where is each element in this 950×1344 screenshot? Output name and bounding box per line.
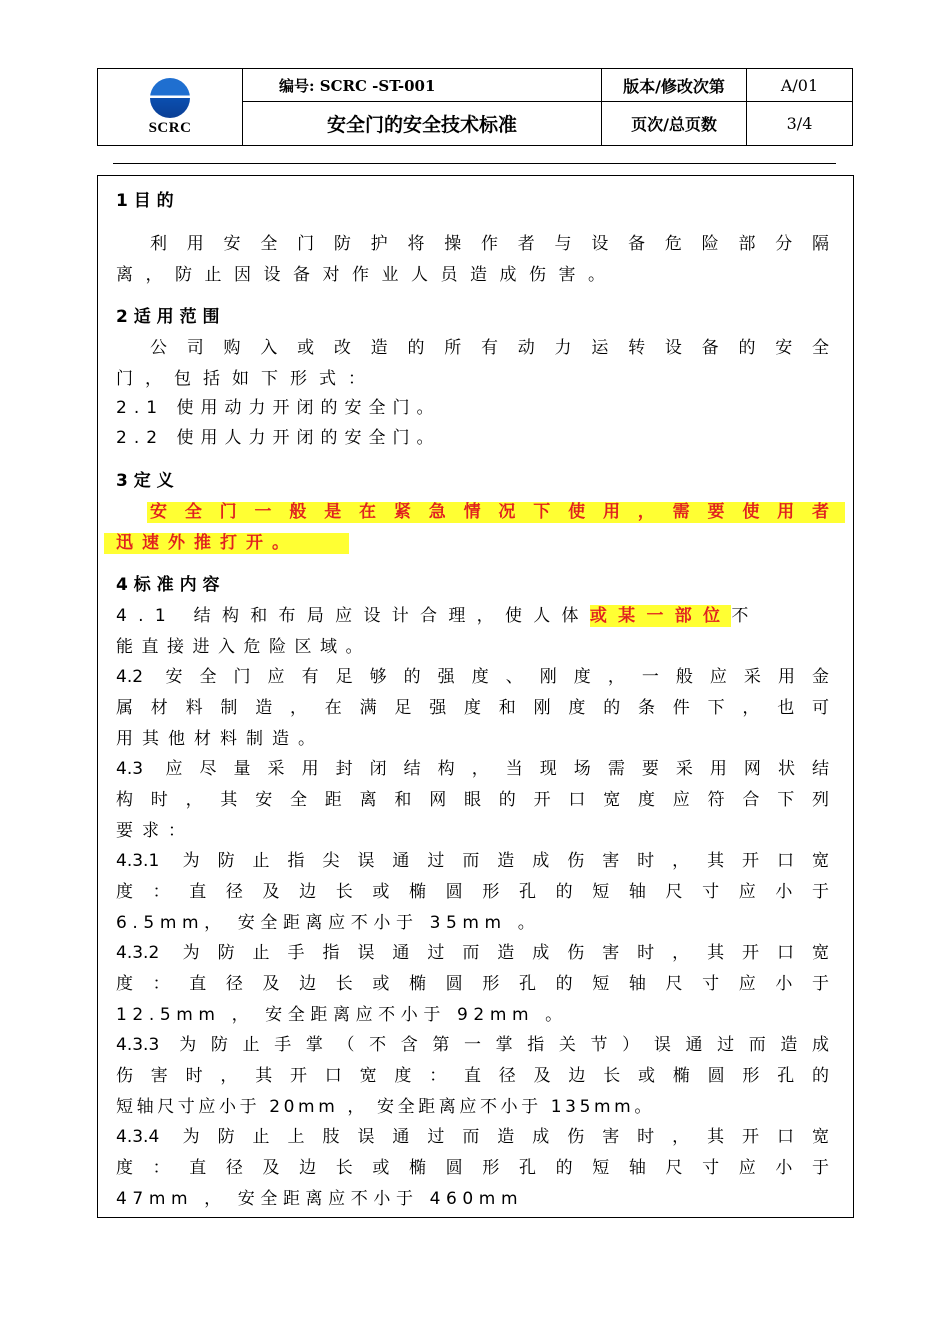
section-1-heading: 1 目 的 <box>116 191 174 211</box>
section-2-text-line2: 门，包括如下形式： <box>116 369 377 389</box>
item-4-1-suffix: 不 <box>731 606 760 626</box>
item-4-3-3-line1: 4.3.3 为防止手掌（不含第一掌指关节）误通过而造成 <box>116 1035 829 1055</box>
section-2-text-line1: 公司购入或改造的所有动力运转设备的安全 <box>150 338 829 358</box>
header-divider <box>113 163 836 164</box>
item-4-3-1-line1: 4.3.1 为防止指尖误通过而造成伤害时，其开口宽 <box>116 851 829 871</box>
item-4-3-2-line1: 4.3.2 为防止手指误通过而造成伤害时，其开口宽 <box>116 943 829 963</box>
item-4-3-2-line3: 12.5mm ， 安全距离应不小于 92mm 。 <box>116 1005 568 1025</box>
item-4-3-4-line2: 度：直径及边长或椭圆形孔的短轴尺寸应小于 <box>116 1158 829 1178</box>
section-3-text-line1: 安全门一般是在紧急情况下使用，需要使用者 <box>150 502 829 522</box>
section-2-item-2: 2.2 使用人力开闭的安全门。 <box>116 428 441 448</box>
section-3-heading: 3 定 义 <box>116 471 174 491</box>
item-4-2-line2: 属材料制造，在满足强度和刚度的条件下，也可 <box>116 698 829 718</box>
version-value: A/01 <box>747 69 852 102</box>
item-4-1-line2: 能直接进入危险区域。 <box>116 637 371 657</box>
item-4-2-line1: 4.2 安全门应有足够的强度、刚度，一般应采用金 <box>116 667 829 687</box>
item-4-3-2-line2: 度：直径及边长或椭圆形孔的短轴尺寸应小于 <box>116 974 829 994</box>
section-2-heading: 2 适 用 范 围 <box>116 307 220 327</box>
logo-text: SCRC <box>148 119 192 136</box>
section-4-heading: 4 标 准 内 容 <box>116 575 220 595</box>
item-4-1-line1 <box>116 604 829 628</box>
page-value: 3/4 <box>786 114 813 133</box>
item-4-3-line2: 构时，其安全距离和网眼的开口宽度应符合下列 <box>116 790 829 810</box>
item-4-2-line3: 用其他材料制造。 <box>116 729 324 749</box>
document-title: 安全门的安全技术标准 <box>243 102 602 145</box>
section-3-text-line2: 迅速外推打开。 <box>116 533 298 553</box>
item-4-3-line1: 4.3 应尽量采用封闭结构，当现场需要采用网状结 <box>116 759 829 779</box>
page-label: 页次/总页数 <box>602 102 747 145</box>
item-4-3-3-line3: 短轴尺寸应小于 20mm ， 安全距离应不小于 135mm。 <box>116 1097 655 1117</box>
item-4-3-4-line3: 47mm ， 安全距离应不小于 460mm <box>116 1189 524 1209</box>
section-1-text-line1: 利用安全门防护将操作者与设备危险部分隔 <box>150 234 829 254</box>
section-2-item-1: 2.1 使用动力开闭的安全门。 <box>116 398 441 418</box>
logo <box>98 69 243 145</box>
item-4-1-highlight: 或某一部位 <box>589 606 732 626</box>
item-4-1-text: 4.1 结构和布局应设计合理，使人体 <box>116 606 590 626</box>
document-code: 编号: SCRC -ST-001 <box>243 69 602 102</box>
item-4-3-1-line2: 度：直径及边长或椭圆形孔的短轴尺寸应小于 <box>116 882 829 902</box>
item-4-3-line3: 要求： <box>116 821 194 841</box>
item-4-3-3-line2: 伤害时，其开口宽度：直径及边长或椭圆形孔的 <box>116 1066 829 1086</box>
item-4-3-4-line1: 4.3.4 为防止上肢误通过而造成伤害时，其开口宽 <box>116 1127 829 1147</box>
section-1-text-line2: 离，防止因设备对作业人员造成伤害。 <box>116 265 618 285</box>
scrc-logo-icon <box>150 78 190 118</box>
document-header <box>97 68 853 146</box>
item-4-3-1-line3: 6.5mm， 安全距离应不小于 35mm 。 <box>116 913 541 933</box>
version-label: 版本/修改次第 <box>602 69 747 102</box>
